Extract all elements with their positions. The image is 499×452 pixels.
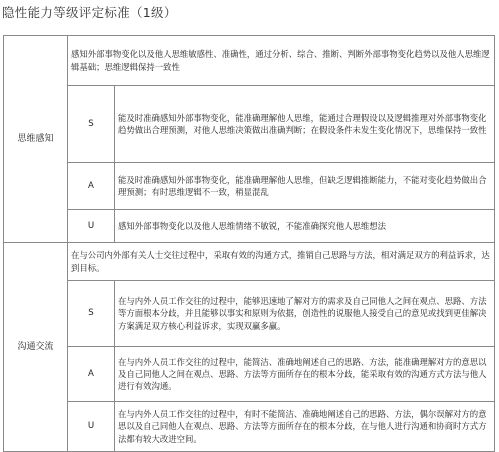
- table-row: [4, 347, 495, 402]
- evaluation-table: [3, 35, 495, 452]
- table-row: [4, 281, 495, 347]
- level-description-cell: 感知外部事物变化以及他人思维情绪不敏锐，不能准确探究他人思维想法: [115, 210, 495, 243]
- category-cell-communication: 沟通交流: [4, 243, 68, 452]
- table-row: [4, 86, 495, 163]
- level-description-cell: 在与内外人员工作交往的过程中，能够迅速地了解对方的需求及自己同他人之间在观点、思路、方法等方面根本分歧，并且能够以事实和原则为依据，创造性的说服他人接受自己的意见或找到更佳解决方案满足双方核心利益诉求，实现双赢多赢。: [115, 281, 495, 347]
- level-description-cell: 在与内外人员工作交往的过程中，能简洁、准确地阐述自己的思路、方法，能准确理解对方的意思以及自己同他人之间在观点、思路、方法等方面所存在的根本分歧，能采取有效的沟通方式方法与他人进行有效沟通。: [115, 347, 495, 402]
- level-description-cell: 能及时准确感知外部事物变化，能准确理解他人思维，但缺乏逻辑推断能力，不能对变化趋势做出合理预测；有时思维逻辑不一致，稍显混乱: [115, 163, 495, 210]
- level-cell: A: [68, 347, 115, 402]
- category-cell-thinking: 思维感知: [4, 36, 68, 243]
- table-row: [4, 243, 495, 281]
- definition-cell: 在与公司内外部有关人士交往过程中，采取有效的沟通方式，推销自己思路与方法，相对满足双方的利益诉求，达到目标。: [68, 243, 495, 281]
- level-description-cell: 能及时准确感知外部事物变化，能准确理解他人思维，能通过合理假设以及逻辑推理对外部事物变化趋势做出合理预测，对他人思维决策做出准确判断；在假设条件未发生变化情况下，思维保持一致性: [115, 86, 495, 163]
- level-cell: S: [68, 281, 115, 347]
- page-title: 隐性能力等级评定标准（1级）: [2, 5, 177, 20]
- level-description-cell: 在与内外人员工作交往的过程中，有时不能简洁、准确地阐述自己的思路、方法，偶尔误解对方的意思以及自己同他人在观点、思路、方法等方面所存在的根本分歧，在与他人进行沟通和协商时方式方法都有较大改进空间。: [115, 402, 495, 452]
- table-row: [4, 36, 495, 86]
- table-row: [4, 163, 495, 210]
- definition-cell: 感知外部事物变化以及他人思维敏感性、准确性，通过分析、综合、推断、判断外部事物变化趋势以及他人思维逻辑基础；思维逻辑保持一致性: [68, 36, 495, 86]
- level-cell: U: [68, 402, 115, 452]
- table-row: [4, 402, 495, 452]
- table-row: [4, 210, 495, 243]
- level-cell: S: [68, 86, 115, 163]
- level-cell: A: [68, 163, 115, 210]
- level-cell: U: [68, 210, 115, 243]
